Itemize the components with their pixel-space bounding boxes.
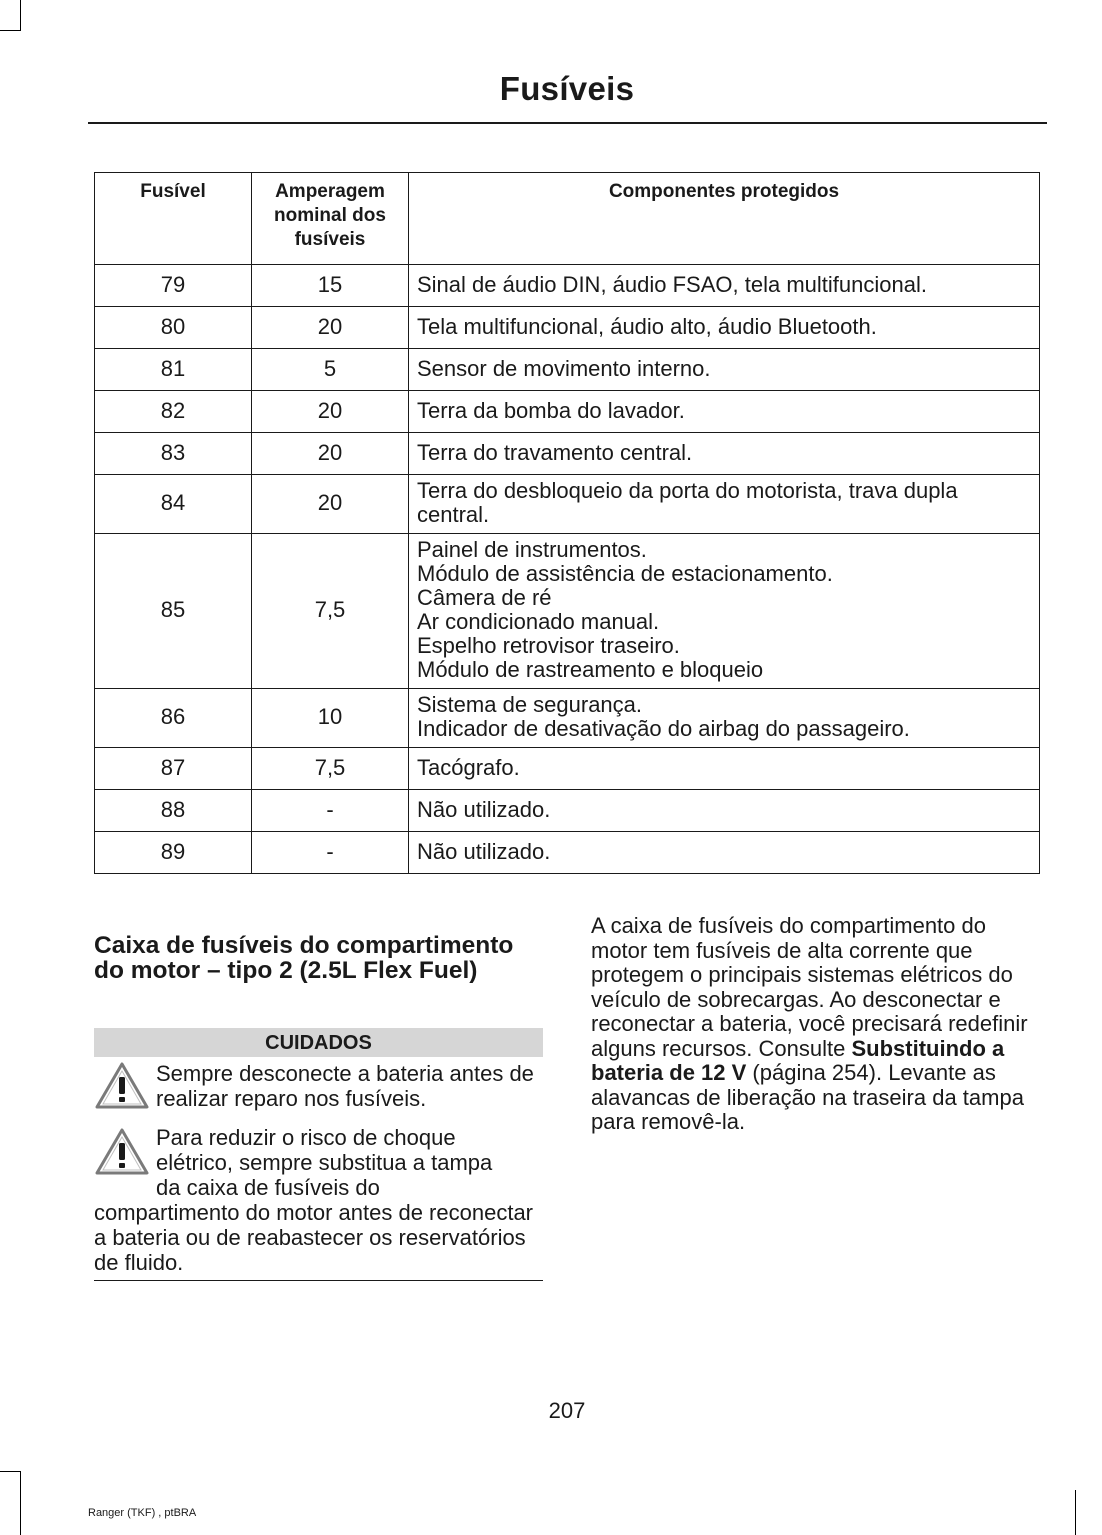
table-row	[95, 349, 1040, 391]
crop-mark	[20, 0, 21, 31]
caution-end-rule	[94, 1280, 543, 1281]
fuse-table	[94, 172, 1040, 874]
footer-text: Ranger (TKF) , ptBRA	[88, 1507, 197, 1519]
fuse-number-cell: 82	[95, 391, 252, 433]
crop-mark	[1075, 1490, 1076, 1535]
amperage-cell: 7,5	[252, 534, 409, 689]
crop-mark	[20, 1471, 21, 1535]
table-header-row	[95, 173, 1040, 265]
table-row	[95, 307, 1040, 349]
crop-mark	[0, 1471, 20, 1472]
crop-mark	[0, 30, 20, 31]
amperage-cell: 15	[252, 265, 409, 307]
warning-triangle-icon	[94, 1127, 150, 1177]
fuse-number-cell: 81	[95, 349, 252, 391]
table-row	[95, 748, 1040, 790]
table-row	[95, 534, 1040, 689]
components-cell	[409, 748, 1040, 790]
component-line: Ar condicionado manual.	[417, 609, 660, 634]
amperage-cell: 20	[252, 307, 409, 349]
table-row	[95, 265, 1040, 307]
component-line: Painel de instrumentos.	[417, 537, 647, 562]
amperage-cell: 7,5	[252, 748, 409, 790]
fuse-number-cell: 83	[95, 433, 252, 475]
column-header-components: Componentes protegidos	[409, 173, 1040, 265]
component-line: Sistema de segurança.	[417, 692, 643, 717]
component-line: Terra do travamento central.	[417, 439, 693, 465]
component-line: Sinal de áudio DIN, áudio FSAO, tela multifuncional.	[417, 271, 927, 297]
section-heading: Caixa de fusíveis do compartimento do motor – tipo 2 (2.5L Flex Fuel)	[94, 932, 514, 984]
component-line: Módulo de assistência de estacionamento.	[417, 561, 833, 586]
table-row	[95, 433, 1040, 475]
components-cell	[409, 475, 1040, 534]
components-cell	[409, 433, 1040, 475]
amperage-cell: 10	[252, 689, 409, 748]
body-paragraph	[591, 914, 1043, 1135]
column-header-fuse: Fusível	[95, 173, 252, 265]
component-line: Não utilizado.	[417, 796, 551, 822]
cautions-label: CUIDADOS	[94, 1028, 543, 1057]
components-cell	[409, 265, 1040, 307]
fuse-number-cell: 85	[95, 534, 252, 689]
caution-2-line: Para reduzir o risco de choque	[156, 1125, 456, 1150]
page-reference: (página 254).	[746, 1060, 883, 1085]
components-cell	[409, 534, 1040, 689]
page-number: 207	[548, 1398, 586, 1423]
components-cell	[409, 790, 1040, 832]
page-title: Fusíveis	[499, 70, 635, 107]
column-header-amperage: Amperagem nominal dos fusíveis	[252, 173, 409, 265]
component-line: Sensor de movimento interno.	[417, 355, 711, 381]
fuse-number-cell: 89	[95, 832, 252, 874]
caution-2-line: da caixa de fusíveis do	[156, 1175, 380, 1200]
components-cell	[409, 689, 1040, 748]
table-row	[95, 832, 1040, 874]
fuse-number-cell: 79	[95, 265, 252, 307]
table-row	[95, 475, 1040, 534]
component-line: Indicador de desativação do airbag do passageiro.	[417, 716, 910, 741]
amperage-cell: -	[252, 790, 409, 832]
amperage-cell: 20	[252, 475, 409, 534]
amperage-cell: 20	[252, 391, 409, 433]
components-cell	[409, 832, 1040, 874]
table-row	[95, 391, 1040, 433]
caution-text-2	[156, 1125, 544, 1200]
amperage-cell: 20	[252, 433, 409, 475]
component-line: Não utilizado.	[417, 838, 551, 864]
component-line: Terra da bomba do lavador.	[417, 397, 685, 423]
components-cell	[409, 349, 1040, 391]
title-divider	[88, 122, 1047, 124]
warning-triangle-icon	[94, 1061, 150, 1111]
table-row	[95, 790, 1040, 832]
component-line: Tela multifuncional, áudio alto, áudio Bluetooth.	[417, 313, 877, 339]
component-line: Terra do desbloqueio da porta do motorista, trava dupla central.	[417, 478, 958, 527]
fuse-number-cell: 87	[95, 748, 252, 790]
body-instruction: Levante as alavancas de liberação na traseira da tampa para removê-la.	[591, 1060, 1024, 1134]
body-intro: A caixa de fusíveis do compartimento do motor tem fusíveis de alta corrente que protegem o principais sistemas elétricos do veículo de sobrecargas. Ao desconectar e reconectar a bateria, você precisará redefinir alguns recursos. Consulte	[591, 913, 1028, 1061]
caution-2-line: elétrico, sempre substitua a tampa	[156, 1150, 493, 1175]
components-cell	[409, 307, 1040, 349]
component-line: Módulo de rastreamento e bloqueio	[417, 657, 764, 682]
cross-reference-link[interactable]: Substituindo a bateria de 12 V	[591, 1035, 1005, 1085]
table-row	[95, 689, 1040, 748]
fuse-table-body	[95, 265, 1040, 874]
component-line: Espelho retrovisor traseiro.	[417, 633, 680, 658]
amperage-cell: -	[252, 832, 409, 874]
components-cell	[409, 391, 1040, 433]
component-line: Tacógrafo.	[417, 754, 520, 780]
fuse-number-cell: 88	[95, 790, 252, 832]
caution-text-2-continued: compartimento do motor antes de reconectar a bateria ou de reabastecer os reservatórios de fluido.	[94, 1200, 534, 1275]
fuse-number-cell: 80	[95, 307, 252, 349]
component-line: Câmera de ré	[417, 585, 552, 610]
caution-text-1: Sempre desconecte a bateria antes de realizar reparo nos fusíveis.	[156, 1061, 534, 1111]
fuse-number-cell: 84	[95, 475, 252, 534]
amperage-cell: 5	[252, 349, 409, 391]
fuse-number-cell: 86	[95, 689, 252, 748]
